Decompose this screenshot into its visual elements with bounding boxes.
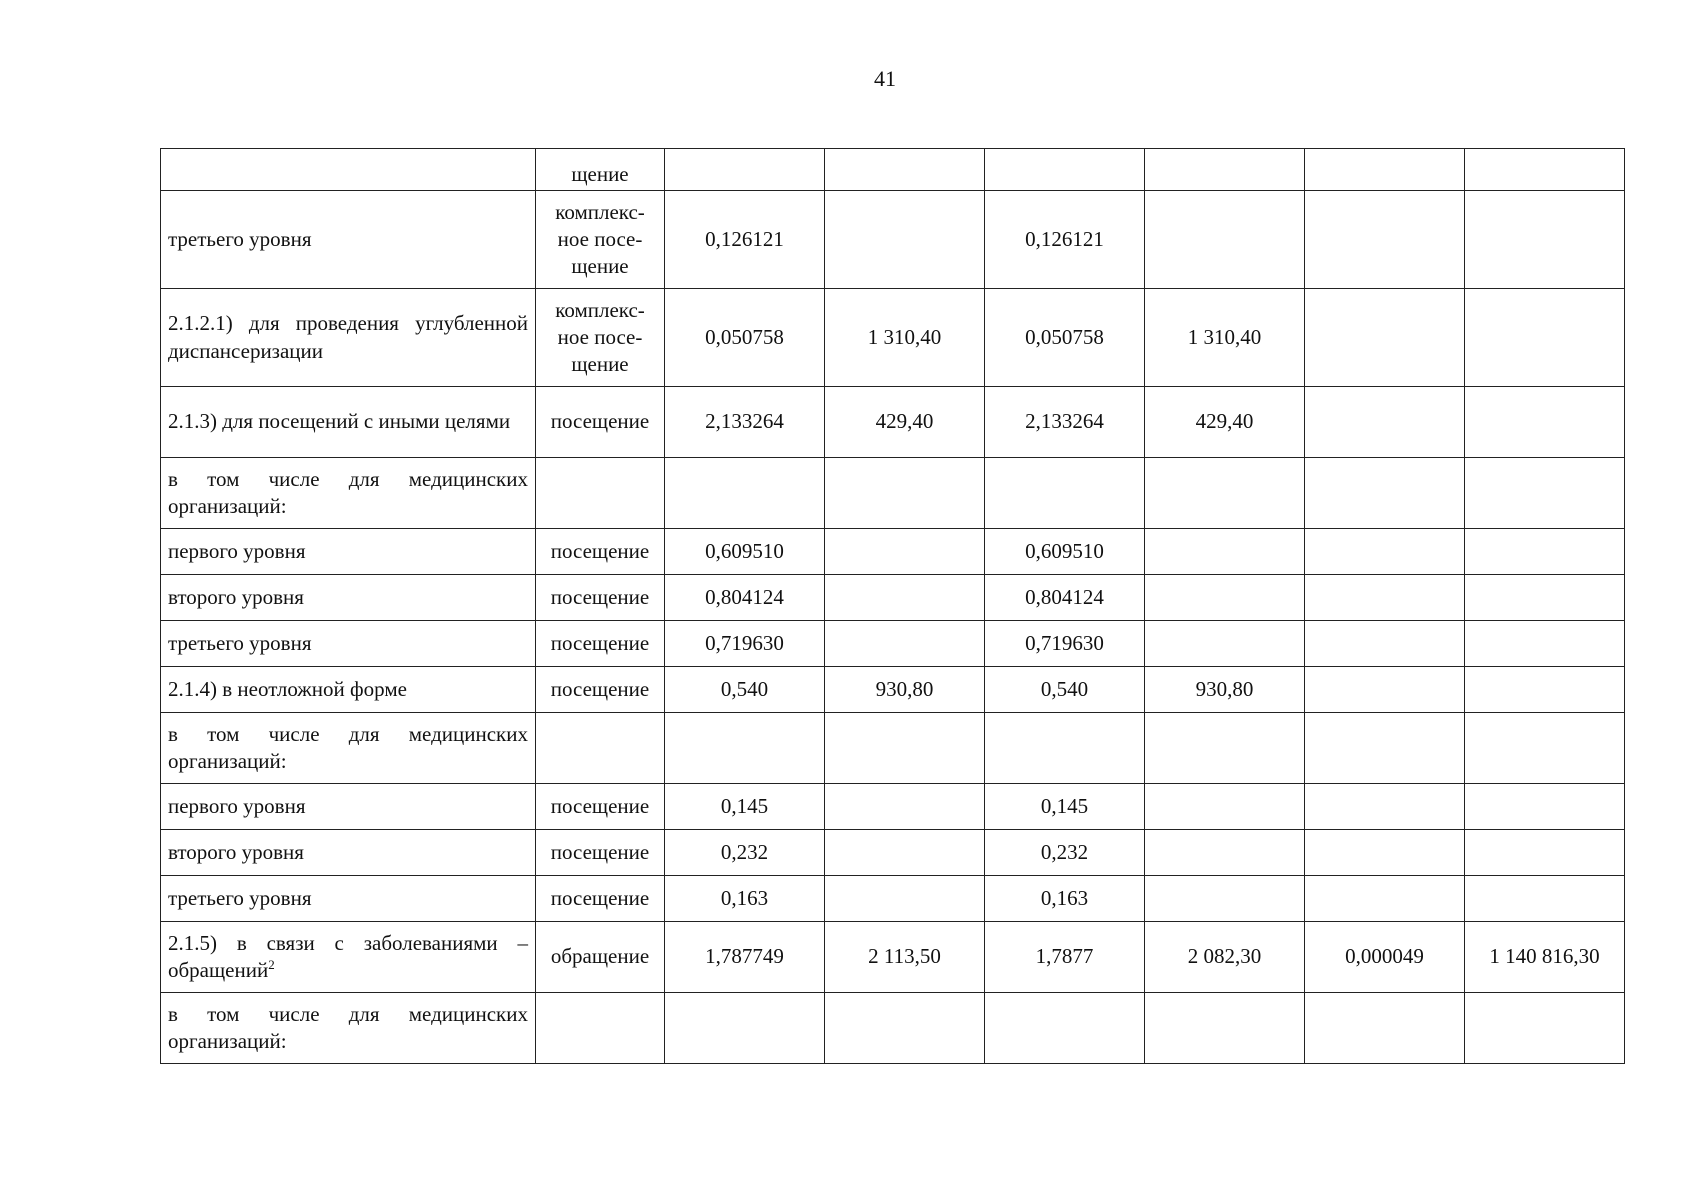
row-value — [1305, 713, 1465, 784]
row-value — [665, 713, 825, 784]
table-row — [161, 993, 1625, 1064]
row-value — [985, 149, 1145, 191]
row-value: 0,000049 — [1305, 922, 1465, 993]
row-value — [825, 575, 985, 621]
row-name: 2.1.2.1) для проведения углубленной диспансеризации — [161, 289, 536, 387]
row-value — [1145, 713, 1305, 784]
table-row — [161, 575, 1625, 621]
row-name: в том числе для медицинских организаций: — [161, 458, 536, 529]
row-value: 429,40 — [1145, 387, 1305, 458]
row-value: 0,050758 — [985, 289, 1145, 387]
row-name: в том числе для медицинских организаций: — [161, 713, 536, 784]
table-row — [161, 289, 1625, 387]
data-table — [160, 148, 1625, 1064]
row-value: 1 310,40 — [1145, 289, 1305, 387]
row-value — [1465, 621, 1625, 667]
row-unit: посещение — [536, 667, 665, 713]
row-value — [1305, 667, 1465, 713]
row-value — [825, 830, 985, 876]
row-value: 930,80 — [825, 667, 985, 713]
row-value: 429,40 — [825, 387, 985, 458]
row-unit: посещение — [536, 830, 665, 876]
row-value — [1305, 621, 1465, 667]
table-row — [161, 191, 1625, 289]
row-value — [825, 529, 985, 575]
row-value — [1145, 458, 1305, 529]
row-value — [1465, 993, 1625, 1064]
row-value — [1145, 149, 1305, 191]
row-value: 1 310,40 — [825, 289, 985, 387]
row-unit — [536, 713, 665, 784]
table-row — [161, 149, 1625, 191]
table-row — [161, 529, 1625, 575]
row-value — [1465, 830, 1625, 876]
row-value: 0,719630 — [665, 621, 825, 667]
row-value: 0,145 — [665, 784, 825, 830]
row-value — [825, 784, 985, 830]
row-unit: комплекс-ное посе-щение — [536, 191, 665, 289]
table-row — [161, 876, 1625, 922]
row-value: 0,163 — [985, 876, 1145, 922]
row-unit: посещение — [536, 876, 665, 922]
row-value: 0,609510 — [665, 529, 825, 575]
row-value: 2,133264 — [985, 387, 1145, 458]
row-value — [1305, 191, 1465, 289]
row-value — [825, 149, 985, 191]
row-value: 1 140 816,30 — [1465, 922, 1625, 993]
row-value: 2 082,30 — [1145, 922, 1305, 993]
page-number: 41 — [874, 66, 896, 91]
row-value — [985, 713, 1145, 784]
row-value — [1305, 575, 1465, 621]
row-unit: посещение — [536, 621, 665, 667]
row-value: 0,126121 — [665, 191, 825, 289]
row-name — [161, 922, 536, 993]
row-unit: посещение — [536, 784, 665, 830]
row-value — [1145, 830, 1305, 876]
row-name: третьего уровня — [161, 621, 536, 667]
row-value — [825, 993, 985, 1064]
row-value — [1465, 784, 1625, 830]
table-row — [161, 922, 1625, 993]
table-row — [161, 830, 1625, 876]
table-row — [161, 387, 1625, 458]
row-value — [1465, 876, 1625, 922]
row-value — [1305, 784, 1465, 830]
row-value — [1465, 149, 1625, 191]
row-unit: посещение — [536, 387, 665, 458]
row-value: 0,540 — [985, 667, 1145, 713]
row-value — [825, 458, 985, 529]
row-value — [1305, 387, 1465, 458]
row-value: 0,232 — [985, 830, 1145, 876]
row-unit: щение — [536, 149, 665, 191]
row-value — [825, 621, 985, 667]
table-row — [161, 784, 1625, 830]
row-value — [1465, 387, 1625, 458]
row-name: второго уровня — [161, 830, 536, 876]
row-value — [1465, 667, 1625, 713]
row-value — [1145, 876, 1305, 922]
row-value — [1305, 289, 1465, 387]
row-unit — [536, 993, 665, 1064]
row-name: в том числе для медицинских организаций: — [161, 993, 536, 1064]
row-name-text: 2.1.5) в связи с заболеваниями – обращений — [168, 930, 528, 982]
row-value — [1305, 529, 1465, 575]
row-value: 2,133264 — [665, 387, 825, 458]
footnote-marker: 2 — [268, 957, 275, 972]
row-value: 0,163 — [665, 876, 825, 922]
row-value: 0,719630 — [985, 621, 1145, 667]
row-value — [1465, 191, 1625, 289]
row-value: 2 113,50 — [825, 922, 985, 993]
table-row — [161, 458, 1625, 529]
row-value: 1,787749 — [665, 922, 825, 993]
row-unit: посещение — [536, 529, 665, 575]
row-value: 0,804124 — [985, 575, 1145, 621]
row-value — [1145, 621, 1305, 667]
row-value — [1145, 191, 1305, 289]
row-value: 0,126121 — [985, 191, 1145, 289]
row-value — [825, 713, 985, 784]
table-row — [161, 667, 1625, 713]
row-unit: комплекс-ное посе-щение — [536, 289, 665, 387]
row-value — [1145, 784, 1305, 830]
row-value — [1145, 529, 1305, 575]
row-value: 0,804124 — [665, 575, 825, 621]
row-value — [665, 149, 825, 191]
row-value — [665, 993, 825, 1064]
row-value — [1465, 458, 1625, 529]
row-name: третьего уровня — [161, 876, 536, 922]
row-value — [825, 191, 985, 289]
row-name: третьего уровня — [161, 191, 536, 289]
row-unit — [536, 458, 665, 529]
table-row — [161, 713, 1625, 784]
row-value: 0,050758 — [665, 289, 825, 387]
row-name: второго уровня — [161, 575, 536, 621]
row-value — [1465, 289, 1625, 387]
row-value — [1145, 993, 1305, 1064]
row-name: первого уровня — [161, 529, 536, 575]
row-value: 930,80 — [1145, 667, 1305, 713]
row-value — [1145, 575, 1305, 621]
row-value — [985, 458, 1145, 529]
row-value — [1465, 575, 1625, 621]
row-value — [985, 993, 1145, 1064]
row-value: 0,540 — [665, 667, 825, 713]
row-value: 0,145 — [985, 784, 1145, 830]
row-value: 1,7877 — [985, 922, 1145, 993]
table-row — [161, 621, 1625, 667]
row-value — [665, 458, 825, 529]
row-name: 2.1.3) для посещений с иными целями — [161, 387, 536, 458]
row-value — [1305, 993, 1465, 1064]
row-name — [161, 149, 536, 191]
row-value — [1305, 458, 1465, 529]
row-unit: обращение — [536, 922, 665, 993]
row-name: 2.1.4) в неотложной форме — [161, 667, 536, 713]
row-value — [1305, 876, 1465, 922]
row-unit: посещение — [536, 575, 665, 621]
row-value: 0,609510 — [985, 529, 1145, 575]
row-value — [1305, 149, 1465, 191]
row-name: первого уровня — [161, 784, 536, 830]
row-value — [825, 876, 985, 922]
row-value — [1305, 830, 1465, 876]
row-value: 0,232 — [665, 830, 825, 876]
row-value — [1465, 713, 1625, 784]
row-value — [1465, 529, 1625, 575]
